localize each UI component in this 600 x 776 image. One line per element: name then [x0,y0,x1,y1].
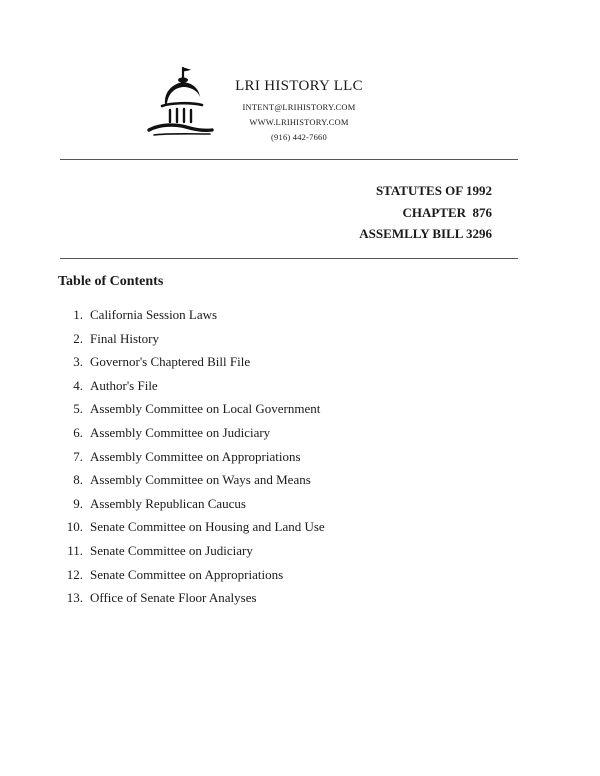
toc-item-number: 7. [73,448,83,464]
toc-item [58,306,325,330]
toc-item-number: 10. [66,519,83,535]
company-name: LRI HISTORY LLC [235,78,363,94]
toc-title: Table of Contents [58,274,164,289]
toc-item-label: Author's File [90,377,158,393]
statutes-line: STATUTES OF 1992 [375,183,492,198]
toc-list [58,306,325,613]
toc-item-label: Final History [90,330,159,346]
company-email: INTENT@LRIHISTORY.COM [242,102,356,112]
toc-item [58,471,325,495]
toc-item [58,377,325,401]
toc-item-number: 5. [73,401,83,417]
company-phone: (916) 442-7660 [271,132,327,142]
toc-item [58,542,325,566]
toc-item-label: Assembly Committee on Judiciary [90,424,271,440]
toc-item-label: Senate Committee on Judiciary [90,542,253,558]
toc-item-label: Assembly Committee on Appropriations [90,448,301,464]
bottom-divider [60,258,518,259]
toc-item-number: 4. [73,377,83,393]
toc-item-number: 9. [73,495,83,511]
toc-item-number: 13. [66,590,83,606]
toc-item-number: 8. [73,472,83,488]
toc-item [58,566,325,590]
toc-item [58,424,325,448]
toc-item [58,330,325,354]
toc-item-number: 1. [73,307,83,322]
citation-block [359,180,492,245]
capitol-dome-logo [146,64,214,140]
toc-item [58,495,325,519]
toc-item [58,353,325,377]
toc-item-label: Office of Senate Floor Analyses [90,590,257,606]
toc-item [58,518,325,542]
company-website: WWW.LRIHISTORY.COM [249,117,349,127]
toc-item-label: Assembly Committee on Local Government [90,401,321,417]
chapter-line: CHAPTER 876 [402,204,492,220]
toc-item-number: 6. [73,424,83,440]
toc-item [58,400,325,424]
toc-item-number: 12. [66,566,83,582]
toc-item [58,448,325,472]
company-info [228,78,370,145]
toc-item-label: Senate Committee on Housing and Land Use [90,519,325,535]
toc-item-number: 2. [73,330,83,346]
toc-item-label: Senate Committee on Appropriations [90,566,284,582]
toc-item-number: 3. [73,354,83,370]
toc-item-label: Assembly Committee on Ways and Means [90,472,311,488]
bill-line: ASSEMLLY BILL 3296 [359,226,492,241]
toc-item-label: California Session Laws [90,307,218,322]
toc-item-label: Governor's Chaptered Bill File [90,354,251,370]
toc-item-label: Assembly Republican Caucus [90,495,246,511]
toc-item [58,589,325,613]
top-divider [60,159,518,160]
toc-item-number: 11. [67,542,83,558]
